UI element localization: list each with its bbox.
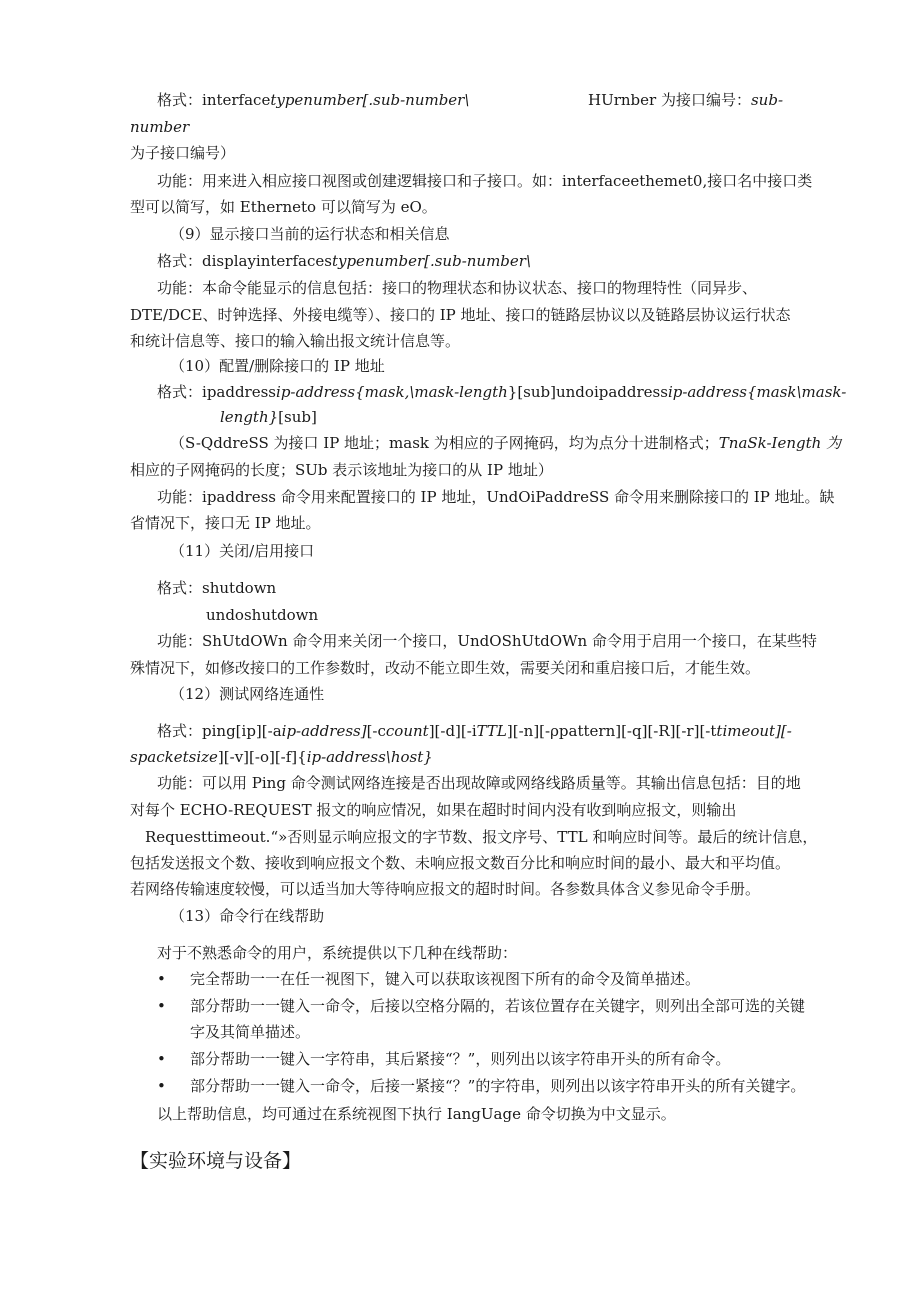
ping-part: ][-v][-o][-f]{ <box>217 748 307 766</box>
ping-function-line3: Requesttimeout.“»否则显示响应报文的字节数、报文序号、TTL 和响应时间等。最后的统计信息， <box>145 828 818 846</box>
ping-part: [-c <box>366 722 386 740</box>
display-function-line3: 和统计信息等、接口的输入输出报文统计信息等。 <box>130 332 461 350</box>
shutdown-heading: （11）关闭/启用接口 <box>170 542 315 560</box>
function-text: 本命令能显示的信息包括：接口的物理状态和协议状态、接口的物理特性（同异步、 <box>202 279 758 297</box>
ip-note-text: （S-QddreSS 为接口 IP 地址；mask 为相应的子网掩码，均为点分十进制格式； <box>170 434 719 452</box>
bullet-icon: • <box>157 970 166 988</box>
ping-function-line4: 包括发送报文个数、接收到响应报文个数、未响应报文数百分比和响应时间的最小、最大和平均值。 <box>130 854 791 872</box>
format-label: 格式： <box>157 722 203 740</box>
ping-heading: （12）测试网络连通性 <box>170 685 325 703</box>
help-heading: （13）命令行在线帮助 <box>170 907 325 925</box>
section-title: 【实验环境与设备】 <box>130 1150 302 1172</box>
display-heading: （9）显示接口当前的运行状态和相关信息 <box>170 225 450 243</box>
display-function-line2: DTE/DCE、时钟选择、外接电缆等）、接口的 IP 地址、接口的链路层协议以及链路层协议运行状态 <box>130 306 791 324</box>
interface-format-line <box>157 90 469 110</box>
ip-sub: [sub] <box>278 408 317 426</box>
bullet-icon: • <box>157 1077 166 1095</box>
help-bullet-1: 完全帮助一一在任一视图下，键入可以获取该视图下所有的命令及简单描述。 <box>190 970 701 988</box>
bullet-icon: • <box>157 997 166 1015</box>
display-args: typenumber[.sub-number\ <box>331 252 532 270</box>
help-bullet-2-cont: 字及其简单描述。 <box>190 1023 311 1041</box>
ip-function-line2: 省情况下，接口无 IP 地址。 <box>130 514 321 532</box>
display-function-line <box>157 278 757 298</box>
help-bullet-4: 部分帮助一一键入一命令，后接一紧接“？”的字符串，则列出以该字符串开头的所有关键字。 <box>190 1077 806 1095</box>
ip-note-line <box>170 433 841 453</box>
format-label: 格式： <box>157 252 203 270</box>
display-cmd: displayinterfaces <box>202 252 332 270</box>
help-bullet-3: 部分帮助一一键入一字符串，其后紧接“？”，则列出以该字符串开头的所有命令。 <box>190 1050 731 1068</box>
ping-part: ][-d][-i <box>428 722 477 740</box>
format-label: 格式： <box>157 383 203 401</box>
ping-part: spacketsize <box>130 748 218 766</box>
function-label: 功能： <box>157 172 203 190</box>
shutdown-function-line2: 殊情况下，如修改接口的工作参数时，改动不能立即生效，需要关闭和重启接口后，才能生效。 <box>130 659 761 677</box>
help-intro: 对于不熟悉命令的用户，系统提供以下几种在线帮助： <box>157 944 518 962</box>
function-text: ShUtdOWn 命令用来关闭一个接口，UndOShUtdOWn 命令用于启用一个接口，在某些特 <box>202 632 817 650</box>
ping-part: count <box>385 722 429 740</box>
ping-part: timeout][- <box>716 722 792 740</box>
interface-function-line2: 型可以简写，如 Etherneto 可以简写为 eO。 <box>130 198 437 216</box>
ip-undo-args: ip-address{mask\mask- <box>667 383 847 401</box>
shutdown-format-line <box>157 578 276 598</box>
ip-cmd: ipaddress <box>202 383 277 401</box>
function-text: 可以用 Ping 命令测试网络连接是否出现故障或网络线路质量等。其输出信息包括：目的地 <box>202 774 801 792</box>
undoshutdown-cmd: undoshutdown <box>206 606 319 624</box>
bullet-icon: • <box>157 1050 166 1068</box>
ping-part: TTL <box>476 722 507 740</box>
interface-cmd: interface <box>202 91 271 109</box>
format-label: 格式： <box>157 91 203 109</box>
function-text: ipaddress 命令用来配置接口的 IP 地址，UndOiPaddreSS 命令用来删除接口的 IP 地址。缺 <box>202 488 835 506</box>
function-label: 功能： <box>157 488 203 506</box>
ping-part: ip-address] <box>281 722 367 740</box>
interface-format-note-cont: number <box>130 118 190 136</box>
ip-args: ip-address{mask,\mask-length <box>276 383 508 401</box>
interface-function-line <box>157 171 812 191</box>
ip-note-italic: TnaSk-Iength 为 <box>718 434 842 452</box>
ping-part: ip-address\host} <box>306 748 433 766</box>
ip-format-line2 <box>220 407 317 427</box>
format-label: 格式： <box>157 579 203 597</box>
function-label: 功能： <box>157 279 203 297</box>
note-italic: sub- <box>750 91 784 109</box>
ping-function-line2: 对每个 ECHO-REQUEST 报文的响应情况，如果在超时时间内没有收到响应报文，则输出 <box>130 801 737 819</box>
ip-heading: （10）配置/删除接口的 IP 地址 <box>170 357 385 375</box>
ip-undo-cmd: }[sub]undoipaddress <box>507 383 668 401</box>
function-label: 功能： <box>157 632 203 650</box>
ping-function-line5: 若网络传输速度较慢，可以适当加大等待响应报文的超时时间。各参数具体含义参见命令手册。 <box>130 880 761 898</box>
display-format-line <box>157 251 531 271</box>
note-text: HUrnber 为接口编号： <box>588 91 751 109</box>
ip-format-line <box>157 382 846 402</box>
shutdown-cmd: shutdown <box>202 579 277 597</box>
ping-format-line2 <box>130 747 433 767</box>
interface-format-note <box>588 90 783 110</box>
help-bullet-2: 部分帮助一一键入一命令，后接以空格分隔的，若该位置存在关键字，则列出全部可选的关键 <box>190 997 806 1015</box>
ping-format-line <box>157 721 792 741</box>
shutdown-function-line <box>157 631 817 651</box>
ping-function-line <box>157 773 801 793</box>
ping-part: ping[ip][-a <box>202 722 282 740</box>
interface-format-note-end: 为子接口编号） <box>130 144 236 162</box>
help-closing: 以上帮助信息，均可通过在系统视图下执行 IangUage 命令切换为中文显示。 <box>157 1105 676 1123</box>
function-text: 用来进入相应接口视图或创建逻辑接口和子接口。如：interfaceethemet0,接口名中接口类 <box>202 172 813 190</box>
ip-args-cont: length} <box>220 408 279 426</box>
interface-args: typenumber[.sub-number\ <box>270 91 470 109</box>
function-label: 功能： <box>157 774 203 792</box>
ip-function-line <box>157 487 835 507</box>
ip-note-line2: 相应的子网掩码的长度；SUb 表示该地址为接口的从 IP 地址） <box>130 461 553 479</box>
ping-part: ][-n][-ρpattern][-q][-R][-r][-t <box>506 722 717 740</box>
